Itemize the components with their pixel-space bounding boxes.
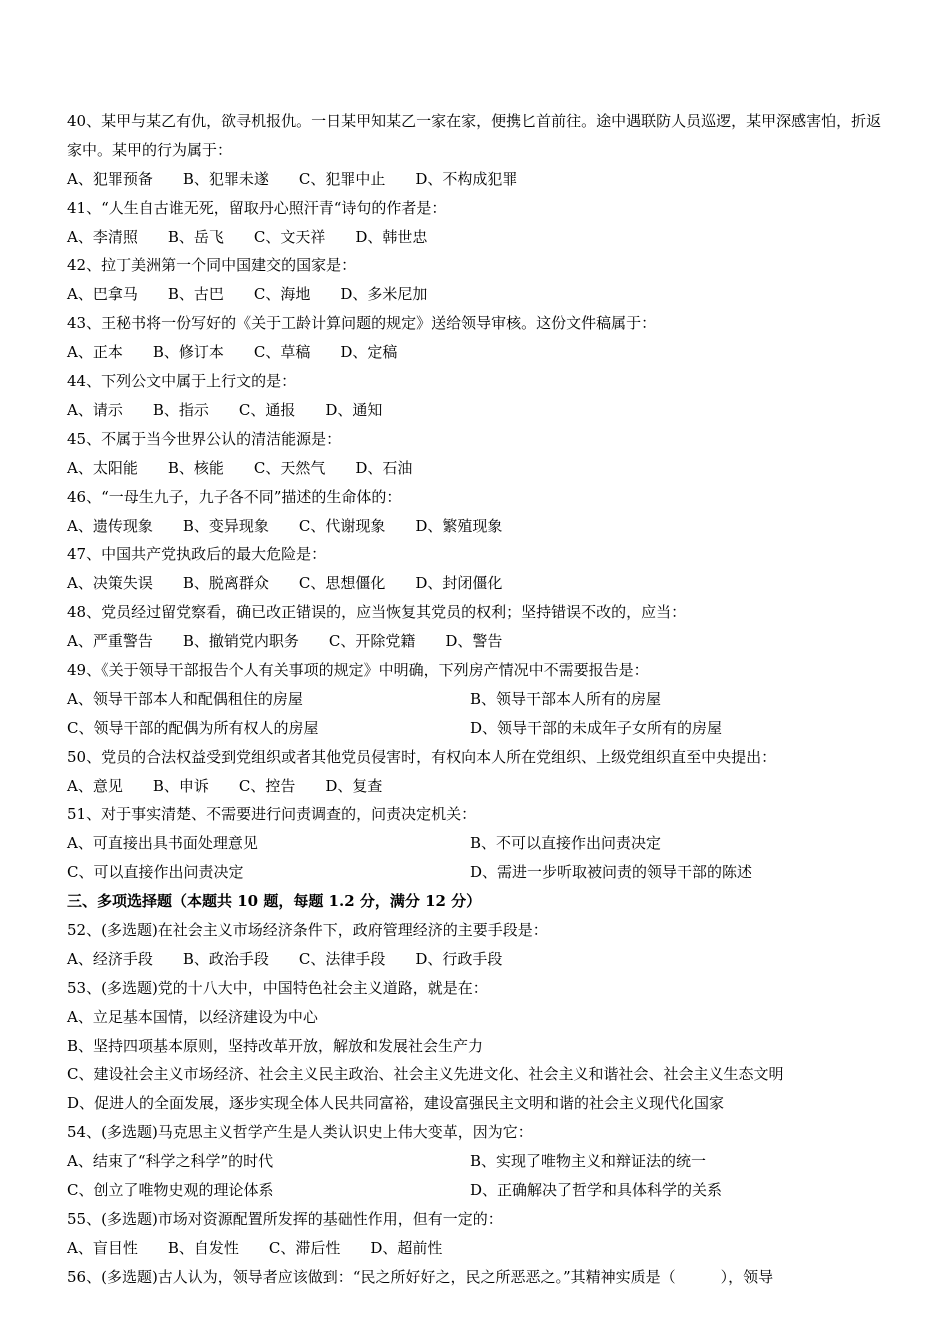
option-b: B、撤销党内职务 <box>182 632 299 651</box>
option-c: C、思想僵化 <box>298 574 386 593</box>
option-a: A、可直接出具书面处理意见 <box>67 834 258 853</box>
option-a: A、太阳能 <box>67 458 138 477</box>
option-d: D、警告 <box>445 632 503 651</box>
options-row <box>67 714 887 743</box>
option-a: A、巴拿马 <box>67 285 138 304</box>
option-d: D、行政手段 <box>415 949 503 968</box>
option-c: C、建设社会主义市场经济、社会主义民主政治、社会主义先进文化、社会主义和谐社会、社会主义生态文明 <box>67 1065 784 1084</box>
question-text: 40、某甲与某乙有仇，欲寻机报仇。一日某甲知某乙一家在家，便携匕首前往。途中遇联防人员巡逻，某甲深感害怕，折返家中。某甲的行为属于： <box>67 112 882 159</box>
options-row <box>67 223 887 252</box>
options-row <box>67 396 887 425</box>
option-c: C、开除党籍 <box>328 632 416 651</box>
option-a: A、李清照 <box>67 227 138 246</box>
options-row <box>67 945 887 974</box>
option-a: A、严重警告 <box>67 632 153 651</box>
option-c: C、可以直接作出问责决定 <box>67 863 244 882</box>
option-a: A、正本 <box>67 343 123 362</box>
options-row <box>67 829 887 858</box>
option-b: B、指示 <box>152 400 209 419</box>
exam-page <box>67 107 887 1292</box>
option-d: D、定稿 <box>340 343 398 362</box>
option-a: A、经济手段 <box>67 949 153 968</box>
option-a: A、请示 <box>67 400 123 419</box>
option-b: B、变异现象 <box>182 516 269 535</box>
options-row <box>67 1176 887 1205</box>
option-c: C、通报 <box>238 400 296 419</box>
option-d: D、不构成犯罪 <box>415 169 518 188</box>
option-b: B、古巴 <box>167 285 224 304</box>
option-d: D、复查 <box>325 776 383 795</box>
question-55: 55、(多选题)市场对资源配置所发挥的基础性作用，但有一定的： <box>67 1209 503 1228</box>
option-a: A、领导干部本人和配偶租住的房屋 <box>67 689 303 708</box>
option-a: A、决策失误 <box>67 574 153 593</box>
options-row <box>67 1147 887 1176</box>
question-43: 43、王秘书将一份写好的《关于工龄计算问题的规定》送给领导审核。这份文件稿属于： <box>67 314 657 333</box>
option-c: C、文天祥 <box>253 227 326 246</box>
options-row <box>67 512 887 541</box>
option-d: D、需进一步听取被问责的领导干部的陈述 <box>470 863 753 882</box>
option-c: C、犯罪中止 <box>298 169 386 188</box>
options-row <box>67 1234 887 1263</box>
question-54: 54、(多选题)马克思主义哲学产生是人类认识史上伟大变革，因为它： <box>67 1123 533 1142</box>
options-row <box>67 338 887 367</box>
option-b: B、修订本 <box>152 343 224 362</box>
options-row <box>67 627 887 656</box>
option-c: C、代谢现象 <box>298 516 386 535</box>
option-c: C、草稿 <box>253 343 311 362</box>
options-row <box>67 165 887 194</box>
option-a: A、遗传现象 <box>67 516 153 535</box>
option-a: A、犯罪预备 <box>67 169 153 188</box>
question-40 <box>67 107 887 165</box>
option-a: A、结束了“科学之科学”的时代 <box>67 1152 274 1171</box>
option-c: C、控告 <box>238 776 296 795</box>
option-c: C、天然气 <box>253 458 326 477</box>
option-d: D、正确解决了哲学和具体科学的关系 <box>470 1180 723 1199</box>
question-56: 56、(多选题)古人认为，领导者应该做到：“民之所好好之，民之所恶恶之。”其精神实质是（ ），领导 <box>67 1267 774 1286</box>
option-a: A、立足基本国情，以经济建设为中心 <box>67 1007 318 1026</box>
option-d: D、封闭僵化 <box>415 574 503 593</box>
option-a: A、盲目性 <box>67 1238 138 1257</box>
question-51: 51、对于事实清楚、不需要进行问责调查的，问责决定机关： <box>67 805 477 824</box>
option-c: C、海地 <box>253 285 311 304</box>
option-c: C、法律手段 <box>298 949 386 968</box>
option-b: B、申诉 <box>152 776 209 795</box>
option-d: D、韩世忠 <box>355 227 428 246</box>
options-row <box>67 569 887 598</box>
option-b: B、脱离群众 <box>182 574 269 593</box>
option-b: B、政治手段 <box>182 949 269 968</box>
question-49: 49、《关于领导干部报告个人有关事项的规定》中明确，下列房产情况中不需要报告是： <box>67 660 649 679</box>
option-d: D、促进人的全面发展，逐步实现全体人民共同富裕，建设富强民主文明和谐的社会主义现代化国家 <box>67 1094 725 1113</box>
question-45: 45、不属于当今世界公认的清洁能源是： <box>67 429 342 448</box>
options-row <box>67 280 887 309</box>
options-row <box>67 858 887 887</box>
option-b: B、自发性 <box>167 1238 239 1257</box>
question-53: 53、(多选题)党的十八大中，中国特色社会主义道路，就是在： <box>67 978 488 997</box>
option-b: B、领导干部本人所有的房屋 <box>470 689 662 708</box>
section-heading: 三、多项选择题（本题共 10 题，每题 1.2 分，满分 12 分） <box>67 892 482 911</box>
option-b: B、实现了唯物主义和辩证法的统一 <box>470 1152 707 1171</box>
question-46: 46、“一母生九子，九子各不同”描述的生命体的： <box>67 487 402 506</box>
option-d: D、多米尼加 <box>340 285 428 304</box>
question-42: 42、拉丁美洲第一个同中国建交的国家是： <box>67 256 357 275</box>
option-d: D、石油 <box>355 458 413 477</box>
options-row <box>67 772 887 801</box>
question-44: 44、下列公文中属于上行文的是： <box>67 372 297 391</box>
option-a: A、意见 <box>67 776 123 795</box>
options-row <box>67 454 887 483</box>
option-b: B、犯罪未遂 <box>182 169 269 188</box>
option-b: B、岳飞 <box>167 227 224 246</box>
question-52: 52、(多选题)在社会主义市场经济条件下，政府管理经济的主要手段是： <box>67 920 548 939</box>
option-d: D、繁殖现象 <box>415 516 503 535</box>
option-d: D、通知 <box>325 400 383 419</box>
option-b: B、不可以直接作出问责决定 <box>470 834 662 853</box>
option-c: C、滞后性 <box>268 1238 341 1257</box>
options-row <box>67 685 887 714</box>
option-b: B、核能 <box>167 458 224 477</box>
question-50: 50、党员的合法权益受到党组织或者其他党员侵害时，有权向本人所在党组织、上级党组织直至中央提出： <box>67 747 777 766</box>
option-b: B、坚持四项基本原则，坚持改革开放，解放和发展社会生产力 <box>67 1036 484 1055</box>
question-41: 41、“人生自古谁无死，留取丹心照汗青“诗句的作者是： <box>67 198 447 217</box>
option-c: C、领导干部的配偶为所有权人的房屋 <box>67 718 319 737</box>
option-d: D、超前性 <box>370 1238 443 1257</box>
question-48: 48、党员经过留党察看，确已改正错误的，应当恢复其党员的权利；坚持错误不改的，应当： <box>67 603 687 622</box>
option-d: D、领导干部的未成年子女所有的房屋 <box>470 718 723 737</box>
question-47: 47、中国共产党执政后的最大危险是： <box>67 545 327 564</box>
option-c: C、创立了唯物史观的理论体系 <box>67 1180 274 1199</box>
